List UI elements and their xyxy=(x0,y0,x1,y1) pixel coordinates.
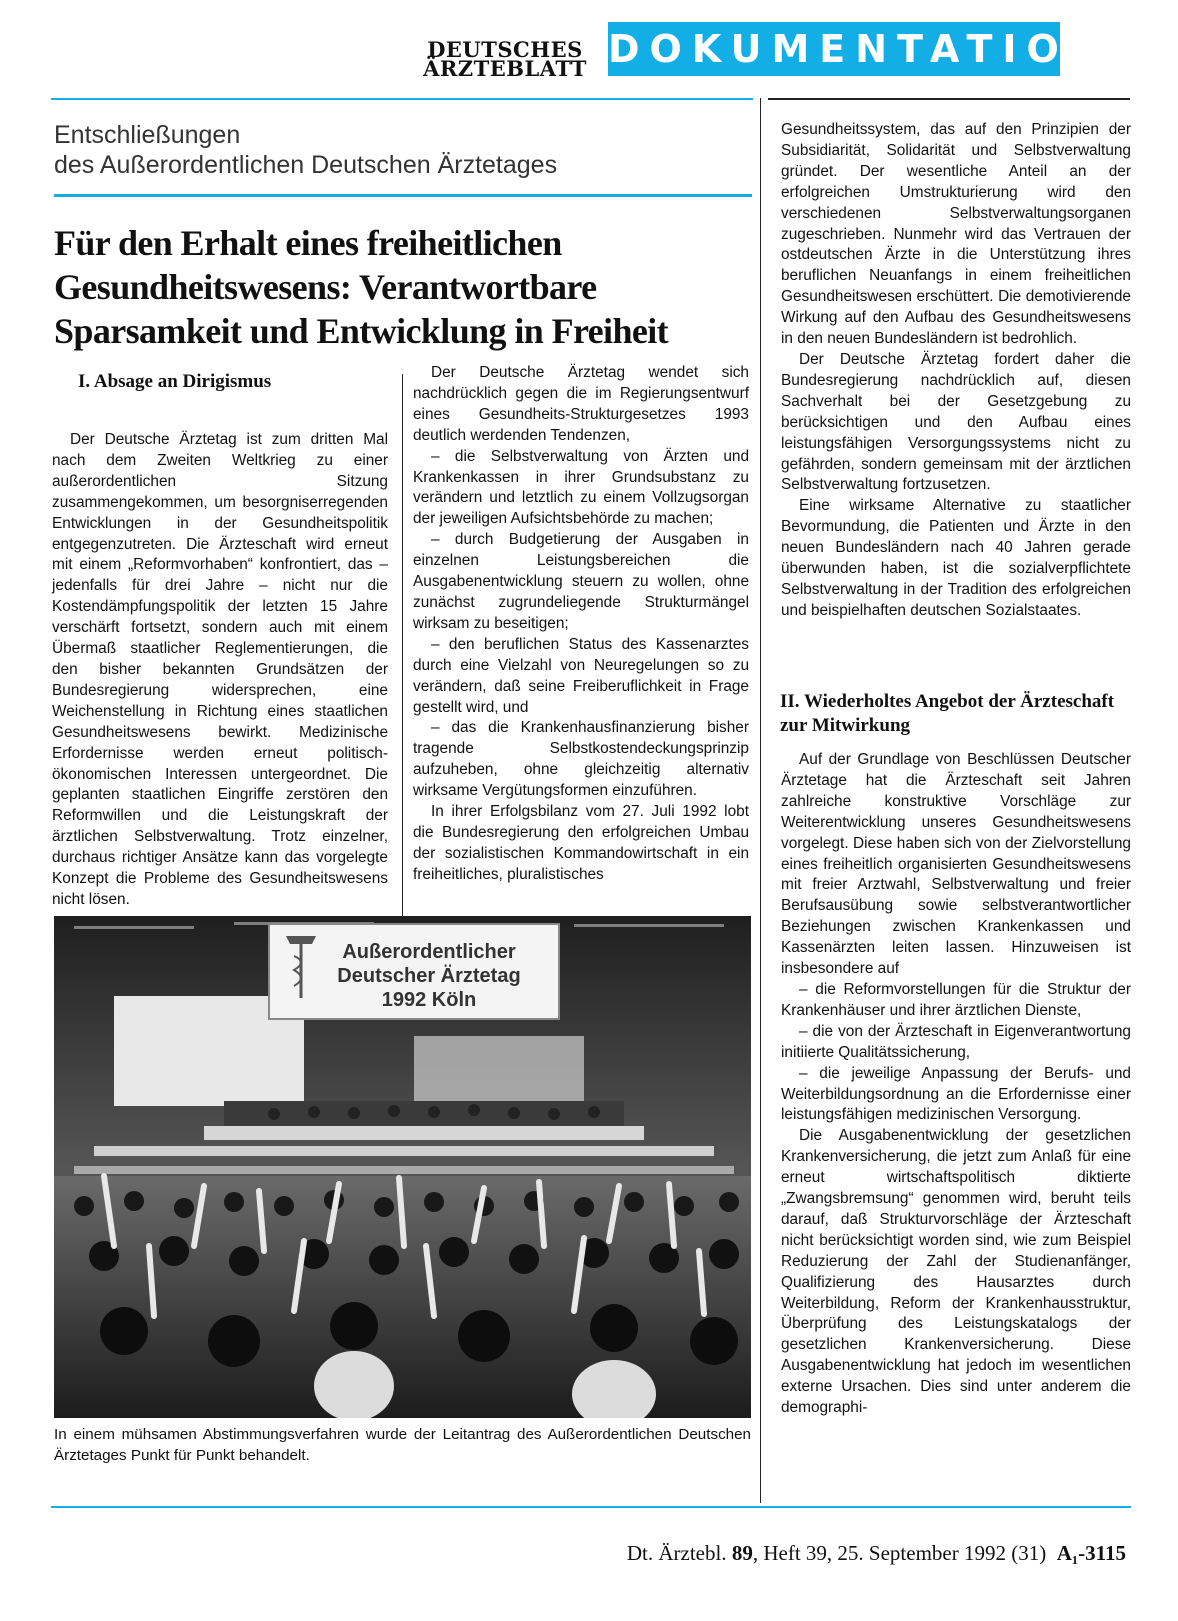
article-column-1 xyxy=(52,430,388,911)
paragraph: – durch Budgetierung der Ausgaben in einzelnen Leistungsbereichen die Ausgabenentwicklung steuern zu wollen, ohne zunächst zugrundeliegende Strukturmängel wirksam zu beseitigen; xyxy=(413,531,749,632)
section-tag-bar xyxy=(608,22,1111,76)
conference-photo-image xyxy=(54,916,751,1418)
paragraph: – die Reformvorstellungen für die Struktur der Krankenhäuser und ihrer ärztlichen Dienste, xyxy=(781,980,1131,1019)
photo-caption: In einem mühsamen Abstimmungsverfahren wurde der Leitantrag des Außerordentlichen Deutschen Ärztetages Punkt für Punkt behandelt. xyxy=(54,1426,751,1464)
section-heading-2: II. Wiederholtes Angebot der Ärzteschaft zur Mitwirkung xyxy=(780,691,1115,736)
paragraph: – die von der Ärzteschaft in Eigenverantwortung initiierte Qualitätssicherung, xyxy=(781,1022,1131,1061)
banner-line1: Außerordentlicher xyxy=(342,941,516,963)
article-column-3-bottom xyxy=(781,750,1131,1419)
paragraph: – die Selbstverwaltung von Ärzten und Krankenkassen in ihrer Grundsubstanz zu verändern und letztlich zu einem Vollzugsorgan der jeweiligen Aufsichtsbehörde zu machen; xyxy=(413,447,749,528)
paragraph: Der Deutsche Ärztetag ist zum dritten Mal nach dem Zweiten Weltkrieg zu einer außerordentlichen Sitzung zusammengekommen, um besorgniserregenden Entwicklungen in der Gesundheitspolitik entgegenzutreten. Die Ärzteschaft wird erneut mit einem „Reformvorhaben“ konfrontiert, das – jedenfalls für drei Jahre – nicht nur die Kostendämpfungspolitik der letzten 15 Jahre verschärft fortsetzt, sondern auch mit einem Übermaß staatlicher Reglementierungen, die den bisher bekannten Grundsätzen der Bundesregierung widersprechen, eine Weichenstellung in Richtung eines staatlichen Gesundheitswesens bewirkt. Medizinische Erfordernisse werden erneut politisch-ökonomischen Interessen untergeordnet. Die geplanten staatlichen Eingriffe zerstören den Reformwillen und die Leistungskraft der ärztlichen Selbstverwaltung. Trotz einzelner, durchaus richtiger Ansätze kann das vorgelegte Konzept die Probleme des Gesundheitswesens nicht lösen. xyxy=(52,431,388,908)
paragraph: Gesundheitssystem, das auf den Prinzipien der Subsidiarität, Solidarität und Selbstverwaltung gründet. Der wesentliche Anteil an der erfolgreichen Umstrukturierung wird den verschiedenen Selbstverwaltungsorganen zugeschrieben. Nunmehr wird das Vertrauen der ostdeutschen Ärzte in die Unterstützung ihres beruflichen Neuanfangs in einem freiheitlichen Gesundheitswesen erschüttert. Die demotivierende Wirkung auf den Aufbau des Gesundheitswesens in den neuen Bundesländern ist bedrohlich. xyxy=(781,121,1131,348)
kicker xyxy=(54,120,754,180)
masthead-line1: DEUTSCHES xyxy=(427,37,583,62)
masthead-line2: ÄRZTEBLATT xyxy=(423,56,587,81)
paragraph: – den beruflichen Status des Kassenarztes durch eine Vielzahl von Neuregelungen so zu verändern, daß seine Freiberuflichkeit in Frage gestellt wird, und xyxy=(413,635,749,716)
kicker-rule xyxy=(54,194,752,197)
paragraph: Der Deutsche Ärztetag fordert daher die Bundesregierung nachdrücklich auf, diesen Sachverhalt bei der Gesetzgebung zu berücksichtigen und den Aufbau eines leistungsfähigen Versorgungssystems nicht zu gefährden, sondern gemeinsam mit der ärztlichen Selbstverwaltung fortzusetzen. xyxy=(781,350,1131,494)
conference-photo xyxy=(54,916,751,1418)
paragraph: In ihrer Erfolgsbilanz vom 27. Juli 1992 lobt die Bundesregierung den erfolgreichen Umbau der sozialistischen Kommandowirtschaft in ein freiheitliches, pluralistisches xyxy=(413,803,749,883)
paragraph: Die Ausgabenentwicklung der gesetzlichen Krankenversicherung, die jetzt zum Anlaß für eine erneut wirtschaftspolitisch diktierte „Zwangsbremsung“ genommen wird, beruht teils darauf, daß Strukturvorschläge der Ärzteschaft nicht berücksichtigt worden sind, wie zum Beispiel Reduzierung der Zahl der Studienanfänger, Qualifizierung des Hausarztes durch Weiterbildung, Reform der Krankenhausstruktur, Überprüfung des Leistungskatalogs der gesetzlichen Krankenversicherung. Diese Ausgabenentwicklung hat jedoch im wesentlichen externe Ursachen. Dies sind unter anderem die demographi- xyxy=(781,1127,1131,1417)
footer-volume: 89 xyxy=(731,1541,753,1565)
top-rule-left xyxy=(51,98,753,100)
footer-page-number: A₁-3115 xyxy=(1056,1541,1126,1565)
paragraph: – die jeweilige Anpassung der Berufs- und Weiterbildungsordnung an die Erfordernisse einer leistungsfähigen medizinischen Versorgung. xyxy=(781,1064,1131,1124)
article-column-3-top xyxy=(781,120,1131,622)
column-divider-main xyxy=(760,98,761,1503)
section-heading-1: I. Absage an Dirigismus xyxy=(78,371,272,392)
paragraph: Auf der Grundlage von Beschlüssen Deutscher Ärztetage hat die Ärzteschaft seit Jahren zahlreiche konstruktive Vorschläge zur Weiterentwicklung unseres Gesundheitswesens vorgelegt. Diese haben sich von der Zielvorstellung eines freiheitlich organisierten Gesundheitswesens mit freier Arztwahl, Selbstverwaltung und freier Berufsausübung sowie selbstverantwortlicher Beziehungen zwischen Krankenkassen und Kassenärzten leiten lassen. Hinzuweisen ist insbesondere auf xyxy=(781,751,1131,978)
banner-line2: Deutscher Ärztetag xyxy=(337,965,521,987)
footer-issue-date: , Heft 39, 25. September 1992 (31) xyxy=(752,1541,1047,1565)
section-tag: DOKUMENTATION xyxy=(608,27,1111,71)
headline-line2: Gesundheitswesens: Verantwortbare xyxy=(54,267,597,307)
bottom-rule xyxy=(51,1506,1131,1508)
masthead-logo xyxy=(415,37,595,81)
kicker-line2: des Außerordentlichen Deutschen Ärztetages xyxy=(54,151,558,179)
paragraph: Der Deutsche Ärztetag wendet sich nachdrücklich gegen die im Regierungsentwurf eines Gesundheits-Strukturgesetzes 1993 deutlich werdenden Tendenzen, xyxy=(413,364,749,444)
footer-journal: Dt. Ärztebl. xyxy=(626,1541,727,1565)
article-column-2 xyxy=(413,363,749,886)
top-rule-right xyxy=(768,98,1130,100)
banner-line3: 1992 Köln xyxy=(381,989,477,1011)
page-footer xyxy=(627,1541,1126,1566)
paragraph: Eine wirksame Alternative zu staatlicher Bevormundung, die Patienten und Ärzte in den neuen Bundesländern nach 40 Jahren gerade überwunden haben, ist die sozialverpflichtete Selbstverwaltung in der Tradition des erfolgreichen und beispielhaften deutschen Sozialstaates. xyxy=(781,497,1131,619)
kicker-line1: Entschließungen xyxy=(54,121,241,149)
paragraph: – das die Krankenhausfinanzierung bisher tragende Selbstkostendeckungsprinzip aufzuheben, ohne gleichzeitig alternativ wirksame Vergütungsformen einzuführen. xyxy=(413,719,749,800)
headline xyxy=(54,221,754,353)
column-divider-inner xyxy=(402,374,403,928)
headline-line1: Für den Erhalt eines freiheitlichen xyxy=(54,223,562,263)
headline-line3: Sparsamkeit und Entwicklung in Freiheit xyxy=(54,311,669,351)
